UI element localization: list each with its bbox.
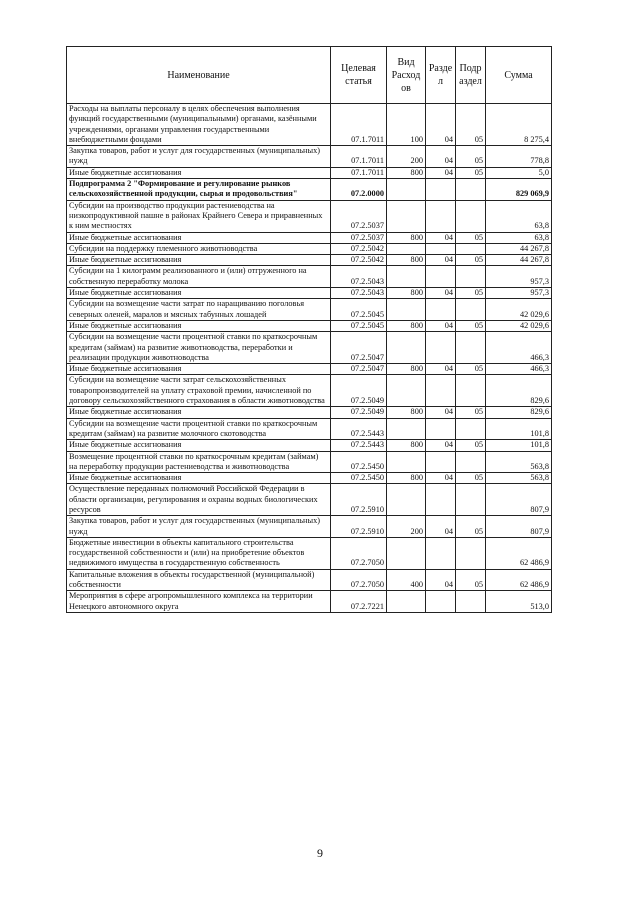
cell-target: 07.2.7050 xyxy=(331,537,387,569)
cell-subsection: 05 xyxy=(456,569,486,591)
cell-sum: 62 486,9 xyxy=(486,569,552,591)
cell-expense-type xyxy=(387,332,426,364)
cell-name: Субсидии на возмещение части затрат сельскохозяйственных товаропроизводителей на уплату страховой премии, начисленной по договору сельскохозяйственного страхования в области животноводства xyxy=(67,375,331,407)
cell-name: Иные бюджетные ассигнования xyxy=(67,255,331,266)
cell-sum: 563,8 xyxy=(486,451,552,473)
cell-name: Подпрограмма 2 "Формирование и регулирование рынков сельскохозяйственной продукции, сырья и продовольствия" xyxy=(67,179,331,201)
cell-name: Субсидии на возмещение части процентной ставки по краткосрочным кредитам (займам) на развитие молочного скотоводства xyxy=(67,418,331,440)
cell-section xyxy=(426,537,456,569)
cell-sum: 101,8 xyxy=(486,440,552,451)
cell-expense-type: 800 xyxy=(387,440,426,451)
cell-expense-type xyxy=(387,200,426,232)
cell-sum: 42 029,6 xyxy=(486,299,552,321)
cell-section: 04 xyxy=(426,473,456,484)
cell-section: 04 xyxy=(426,516,456,538)
cell-section: 04 xyxy=(426,232,456,243)
cell-section xyxy=(426,243,456,254)
cell-subsection xyxy=(456,484,486,516)
cell-name: Субсидии на возмещение части процентной ставки по краткосрочным кредитам (займам) на развитие животноводства, переработки и реализации продукции животноводства xyxy=(67,332,331,364)
table-row xyxy=(67,516,552,538)
cell-expense-type xyxy=(387,243,426,254)
cell-sum: 466,3 xyxy=(486,332,552,364)
header-section: Разде л xyxy=(426,47,456,104)
cell-subsection: 05 xyxy=(456,320,486,331)
table-row xyxy=(67,473,552,484)
cell-expense-type: 800 xyxy=(387,364,426,375)
cell-subsection xyxy=(456,179,486,201)
table-row xyxy=(67,484,552,516)
cell-sum: 563,8 xyxy=(486,473,552,484)
cell-expense-type xyxy=(387,266,426,288)
table-row xyxy=(67,179,552,201)
cell-name: Иные бюджетные ассигнования xyxy=(67,407,331,418)
cell-section: 04 xyxy=(426,146,456,168)
cell-target: 07.2.5443 xyxy=(331,440,387,451)
cell-sum: 42 029,6 xyxy=(486,320,552,331)
cell-expense-type: 800 xyxy=(387,473,426,484)
table-row xyxy=(67,320,552,331)
table-row xyxy=(67,167,552,178)
cell-section: 04 xyxy=(426,288,456,299)
cell-subsection xyxy=(456,332,486,364)
cell-sum: 44 267,8 xyxy=(486,243,552,254)
cell-section: 04 xyxy=(426,407,456,418)
cell-name: Закупка товаров, работ и услуг для государственных (муниципальных) нужд xyxy=(67,516,331,538)
cell-expense-type xyxy=(387,179,426,201)
cell-name: Субсидии на поддержку племенного животноводства xyxy=(67,243,331,254)
cell-section: 04 xyxy=(426,167,456,178)
cell-sum: 44 267,8 xyxy=(486,255,552,266)
table-row xyxy=(67,232,552,243)
cell-section xyxy=(426,332,456,364)
cell-expense-type xyxy=(387,375,426,407)
cell-target: 07.2.5043 xyxy=(331,288,387,299)
table-row xyxy=(67,418,552,440)
cell-name: Субсидии на 1 килограмм реализованного и (или) отгруженного на собственную переработку молока xyxy=(67,266,331,288)
cell-subsection: 05 xyxy=(456,146,486,168)
cell-expense-type: 800 xyxy=(387,407,426,418)
cell-subsection: 05 xyxy=(456,232,486,243)
cell-name: Иные бюджетные ассигнования xyxy=(67,364,331,375)
cell-section xyxy=(426,591,456,613)
table-row xyxy=(67,451,552,473)
header-subsection: Подр аздел xyxy=(456,47,486,104)
table-row xyxy=(67,288,552,299)
cell-target: 07.2.5910 xyxy=(331,516,387,538)
cell-name: Бюджетные инвестиции в объекты капитального строительства государственной собственности и (или) на приобретение объектов недвижимого имущества в государственную собственность xyxy=(67,537,331,569)
cell-name: Иные бюджетные ассигнования xyxy=(67,167,331,178)
table-row xyxy=(67,569,552,591)
table-header-row xyxy=(67,47,552,104)
cell-subsection xyxy=(456,418,486,440)
header-name: Наименование xyxy=(67,47,331,104)
header-expense-type: Вид Расход ов xyxy=(387,47,426,104)
table-row xyxy=(67,537,552,569)
cell-section: 04 xyxy=(426,569,456,591)
cell-subsection: 05 xyxy=(456,407,486,418)
cell-expense-type: 200 xyxy=(387,516,426,538)
cell-expense-type xyxy=(387,484,426,516)
cell-target: 07.2.7221 xyxy=(331,591,387,613)
cell-sum: 513,0 xyxy=(486,591,552,613)
cell-name: Иные бюджетные ассигнования xyxy=(67,473,331,484)
cell-expense-type: 200 xyxy=(387,146,426,168)
cell-name: Осуществление переданных полномочий Российской Федерации в области организации, регулирования и охраны водных биологических ресурсов xyxy=(67,484,331,516)
cell-expense-type: 800 xyxy=(387,320,426,331)
cell-target: 07.2.5042 xyxy=(331,255,387,266)
cell-target: 07.2.5049 xyxy=(331,375,387,407)
cell-name: Капитальные вложения в объекты государственной (муниципальной) собственности xyxy=(67,569,331,591)
cell-target: 07.2.5450 xyxy=(331,473,387,484)
table-row xyxy=(67,266,552,288)
header-target: Целевая статья xyxy=(331,47,387,104)
cell-target: 07.2.5043 xyxy=(331,266,387,288)
cell-section xyxy=(426,266,456,288)
cell-target: 07.2.5910 xyxy=(331,484,387,516)
cell-subsection xyxy=(456,537,486,569)
cell-name: Субсидии на производство продукции растениеводства на низкопродуктивной пашне в районах Крайнего Севера и приравненных к ним местностях xyxy=(67,200,331,232)
cell-name: Мероприятия в сфере агропромышленного комплекса на территории Ненецкого автономного округа xyxy=(67,591,331,613)
cell-expense-type xyxy=(387,299,426,321)
cell-target: 07.2.5037 xyxy=(331,232,387,243)
cell-name: Возмещение процентной ставки по краткосрочным кредитам (займам) на переработку продукции растениеводства и животноводства xyxy=(67,451,331,473)
cell-target: 07.1.7011 xyxy=(331,167,387,178)
table-row xyxy=(67,299,552,321)
cell-subsection xyxy=(456,451,486,473)
table-row xyxy=(67,332,552,364)
cell-sum: 957,3 xyxy=(486,266,552,288)
cell-sum: 101,8 xyxy=(486,418,552,440)
cell-target: 07.2.5450 xyxy=(331,451,387,473)
cell-name: Закупка товаров, работ и услуг для государственных (муниципальных) нужд xyxy=(67,146,331,168)
cell-expense-type: 800 xyxy=(387,167,426,178)
cell-subsection: 05 xyxy=(456,440,486,451)
cell-section xyxy=(426,418,456,440)
cell-target: 07.2.0000 xyxy=(331,179,387,201)
cell-section xyxy=(426,375,456,407)
cell-expense-type xyxy=(387,451,426,473)
cell-subsection: 05 xyxy=(456,473,486,484)
table-row xyxy=(67,200,552,232)
cell-target: 07.2.7050 xyxy=(331,569,387,591)
cell-sum: 807,9 xyxy=(486,484,552,516)
cell-sum: 957,3 xyxy=(486,288,552,299)
cell-target: 07.2.5045 xyxy=(331,299,387,321)
cell-sum: 63,8 xyxy=(486,232,552,243)
table-row xyxy=(67,243,552,254)
cell-sum: 778,8 xyxy=(486,146,552,168)
cell-subsection: 05 xyxy=(456,516,486,538)
cell-subsection xyxy=(456,375,486,407)
cell-subsection: 05 xyxy=(456,364,486,375)
cell-subsection xyxy=(456,200,486,232)
cell-target: 07.2.5037 xyxy=(331,200,387,232)
cell-sum: 466,3 xyxy=(486,364,552,375)
cell-expense-type: 800 xyxy=(387,232,426,243)
cell-sum: 829,6 xyxy=(486,375,552,407)
table-row xyxy=(67,407,552,418)
cell-section xyxy=(426,200,456,232)
cell-sum: 5,0 xyxy=(486,167,552,178)
cell-section: 04 xyxy=(426,255,456,266)
cell-target: 07.2.5049 xyxy=(331,407,387,418)
table-row xyxy=(67,104,552,146)
cell-subsection: 05 xyxy=(456,104,486,146)
cell-target: 07.2.5047 xyxy=(331,364,387,375)
cell-sum: 829,6 xyxy=(486,407,552,418)
cell-sum: 63,8 xyxy=(486,200,552,232)
cell-name: Расходы на выплаты персоналу в целях обеспечения выполнения функций государственными (муниципальными) органами, казёнными учреждениями, органами управления государственными внебюджетными фондами xyxy=(67,104,331,146)
cell-subsection: 05 xyxy=(456,288,486,299)
cell-expense-type: 800 xyxy=(387,255,426,266)
cell-subsection xyxy=(456,299,486,321)
budget-table-container xyxy=(66,46,551,613)
cell-sum: 8 275,4 xyxy=(486,104,552,146)
cell-subsection xyxy=(456,266,486,288)
cell-section xyxy=(426,484,456,516)
cell-expense-type xyxy=(387,591,426,613)
cell-section: 04 xyxy=(426,320,456,331)
cell-name: Субсидии на возмещение части затрат по наращиванию поголовья северных оленей, маралов и мясных табунных лошадей xyxy=(67,299,331,321)
cell-subsection xyxy=(456,243,486,254)
cell-subsection: 05 xyxy=(456,255,486,266)
table-row xyxy=(67,375,552,407)
cell-subsection xyxy=(456,591,486,613)
cell-name: Иные бюджетные ассигнования xyxy=(67,320,331,331)
cell-target: 07.1.7011 xyxy=(331,104,387,146)
cell-expense-type xyxy=(387,537,426,569)
cell-expense-type: 400 xyxy=(387,569,426,591)
table-row xyxy=(67,146,552,168)
cell-expense-type: 800 xyxy=(387,288,426,299)
page-number: 9 xyxy=(317,846,323,860)
table-body xyxy=(67,104,552,613)
cell-section xyxy=(426,179,456,201)
cell-section: 04 xyxy=(426,364,456,375)
cell-target: 07.2.5047 xyxy=(331,332,387,364)
cell-sum: 829 069,9 xyxy=(486,179,552,201)
table-row xyxy=(67,591,552,613)
cell-expense-type: 100 xyxy=(387,104,426,146)
cell-section: 04 xyxy=(426,440,456,451)
table-row xyxy=(67,440,552,451)
cell-target: 07.1.7011 xyxy=(331,146,387,168)
cell-section xyxy=(426,451,456,473)
cell-sum: 807,9 xyxy=(486,516,552,538)
table-row xyxy=(67,255,552,266)
table-row xyxy=(67,364,552,375)
cell-subsection: 05 xyxy=(456,167,486,178)
cell-target: 07.2.5042 xyxy=(331,243,387,254)
cell-expense-type xyxy=(387,418,426,440)
cell-target: 07.2.5045 xyxy=(331,320,387,331)
cell-name: Иные бюджетные ассигнования xyxy=(67,232,331,243)
cell-sum: 62 486,9 xyxy=(486,537,552,569)
cell-name: Иные бюджетные ассигнования xyxy=(67,440,331,451)
cell-section: 04 xyxy=(426,104,456,146)
cell-section xyxy=(426,299,456,321)
cell-name: Иные бюджетные ассигнования xyxy=(67,288,331,299)
cell-target: 07.2.5443 xyxy=(331,418,387,440)
header-sum: Сумма xyxy=(486,47,552,104)
budget-table xyxy=(66,46,552,613)
